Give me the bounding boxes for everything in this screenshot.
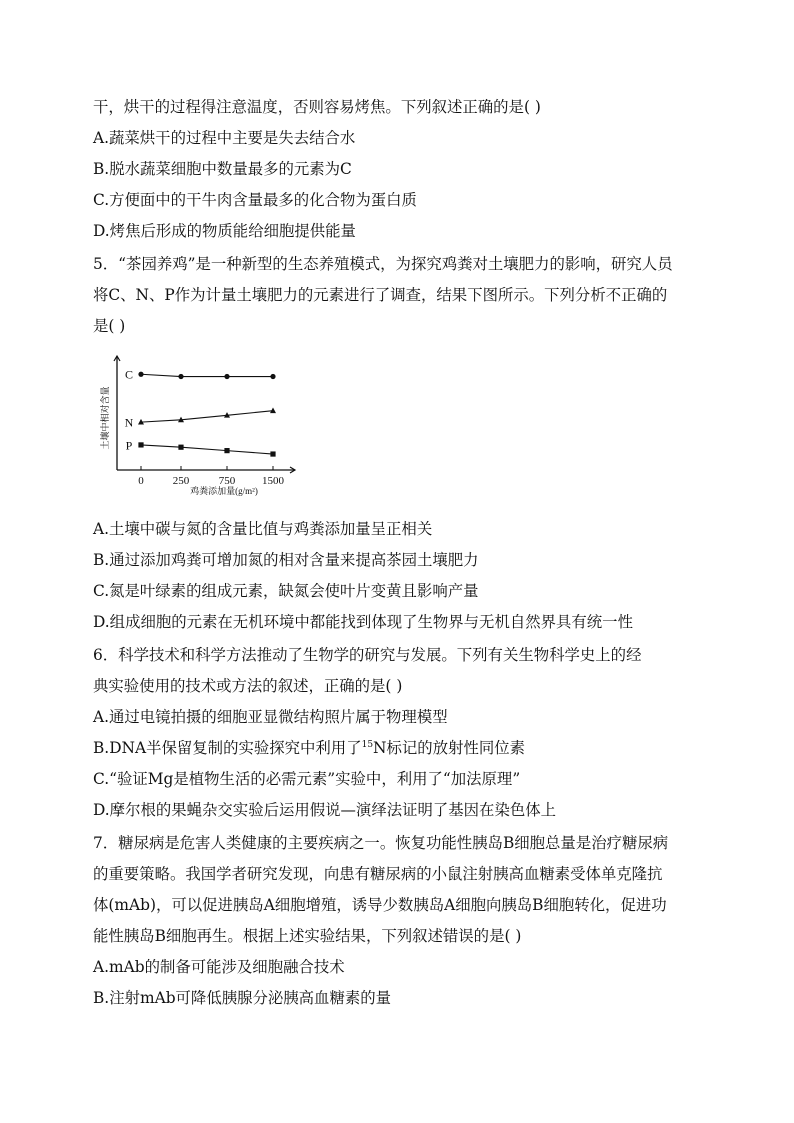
data-point-C [270, 374, 275, 379]
q5-option-c: C.氮是叶绿素的组成元素，缺氮会使叶片变黄且影响产量 [93, 582, 479, 600]
q4-option-b: B.脱水蔬菜细胞中数量最多的元素为C [93, 160, 352, 178]
series-line-N [141, 411, 273, 422]
question-4-stem-tail: 干，烘干的过程得注意温度，否则容易烤焦。下列叙述正确的是( ) [93, 98, 541, 116]
q4-option-a: A.蔬菜烘干的过程中主要是失去结合水 [93, 129, 356, 147]
series-label-C: C [124, 367, 134, 382]
data-point-N [270, 408, 276, 414]
series-label-N: N [124, 415, 134, 430]
q4-option-c: C.方便面中的干牛肉含量最多的化合物为蛋白质 [93, 191, 417, 209]
q6-option-a: A.通过电镜拍摄的细胞亚显微结构照片属于物理模型 [93, 708, 448, 726]
series-line-C [141, 374, 273, 376]
question-7-stem-line-2: 的重要策略。我国学者研究发现，向患有糖尿病的小鼠注射胰高血糖素受体单克隆抗 [93, 865, 663, 883]
question-5-stem-line-1: 5．“茶园养鸡”是一种新型的生态养殖模式，为探究鸡粪对土壤肥力的影响，研究人员 [93, 255, 673, 273]
series-label-P: P [125, 438, 133, 453]
y-axis-label: 土壤中相对含量 [100, 386, 110, 450]
q7-option-b: B.注射mAb可降低胰腺分泌胰高血糖素的量 [93, 989, 392, 1007]
q5-option-d: D.组成细胞的元素在无机环境中都能找到体现了生物界与无机自然界具有统一性 [93, 613, 633, 631]
q6-option-b-part2: N标记的放射性同位素 [373, 739, 526, 757]
soil-nutrient-chart [95, 348, 310, 498]
data-point-C [178, 374, 183, 379]
question-6-stem-line-2: 典实验使用的技术或方法的叙述，正确的是( ) [93, 677, 403, 695]
chart-marks [138, 372, 276, 457]
q6-option-d: D.摩尔根的果蝇杂交实验后运用假说—演绎法证明了基因在染色体上 [93, 801, 557, 819]
data-point-P [224, 448, 229, 453]
question-7-stem-line-4: 能性胰岛B细胞再生。根据上述实验结果，下列叙述错误的是( ) [93, 927, 522, 945]
x-tick-label: 0 [138, 475, 144, 487]
x-axis-label: 鸡粪添加量(g/m²) [190, 486, 258, 496]
isotope-mass-number: 15 [361, 739, 374, 750]
x-tick-label: 750 [218, 475, 236, 487]
x-tick-label: 250 [172, 475, 190, 487]
q5-option-b: B.通过添加鸡粪可增加氮的相对含量来提高茶园土壤肥力 [93, 551, 479, 569]
question-5-stem-line-3: 是( ) [93, 317, 126, 335]
chart-labels [99, 368, 285, 496]
question-7-stem-line-3: 体(mAb)，可以促进胰岛A细胞增殖，诱导少数胰岛A细胞向胰岛B细胞转化，促进功 [93, 896, 667, 914]
data-point-P [138, 442, 143, 447]
data-point-C [138, 372, 143, 377]
q4-option-d: D.烤焦后形成的物质能给细胞提供能量 [93, 222, 356, 240]
data-point-P [270, 451, 275, 456]
question-7-stem-line-1: 7．糖尿病是危害人类健康的主要疾病之一。恢复功能性胰岛B细胞总量是治疗糖尿病 [93, 834, 669, 852]
q7-option-a: A.mAb的制备可能涉及细胞融合技术 [93, 958, 345, 976]
question-6-stem-line-1: 6．科学技术和科学方法推动了生物学的研究与发展。下列有关生物科学史上的经 [93, 646, 642, 664]
q6-option-b [93, 738, 714, 758]
x-tick-label: 1500 [262, 475, 284, 487]
data-point-P [178, 445, 183, 450]
data-point-C [224, 374, 229, 379]
question-5-stem-line-2: 将C、N、P作为计量土壤肥力的元素进行了调查，结果下图所示。下列分析不正确的 [93, 286, 668, 304]
series-line-P [141, 445, 273, 454]
q5-option-a: A.土壤中碳与氮的含量比值与鸡粪添加量呈正相关 [93, 520, 433, 538]
q6-option-c: C.“验证Mg是植物生活的必需元素”实验中，利用了“加法原理” [93, 770, 521, 788]
q6-option-b-part1: B.DNA半保留复制的实验探究中利用了 [93, 739, 362, 757]
